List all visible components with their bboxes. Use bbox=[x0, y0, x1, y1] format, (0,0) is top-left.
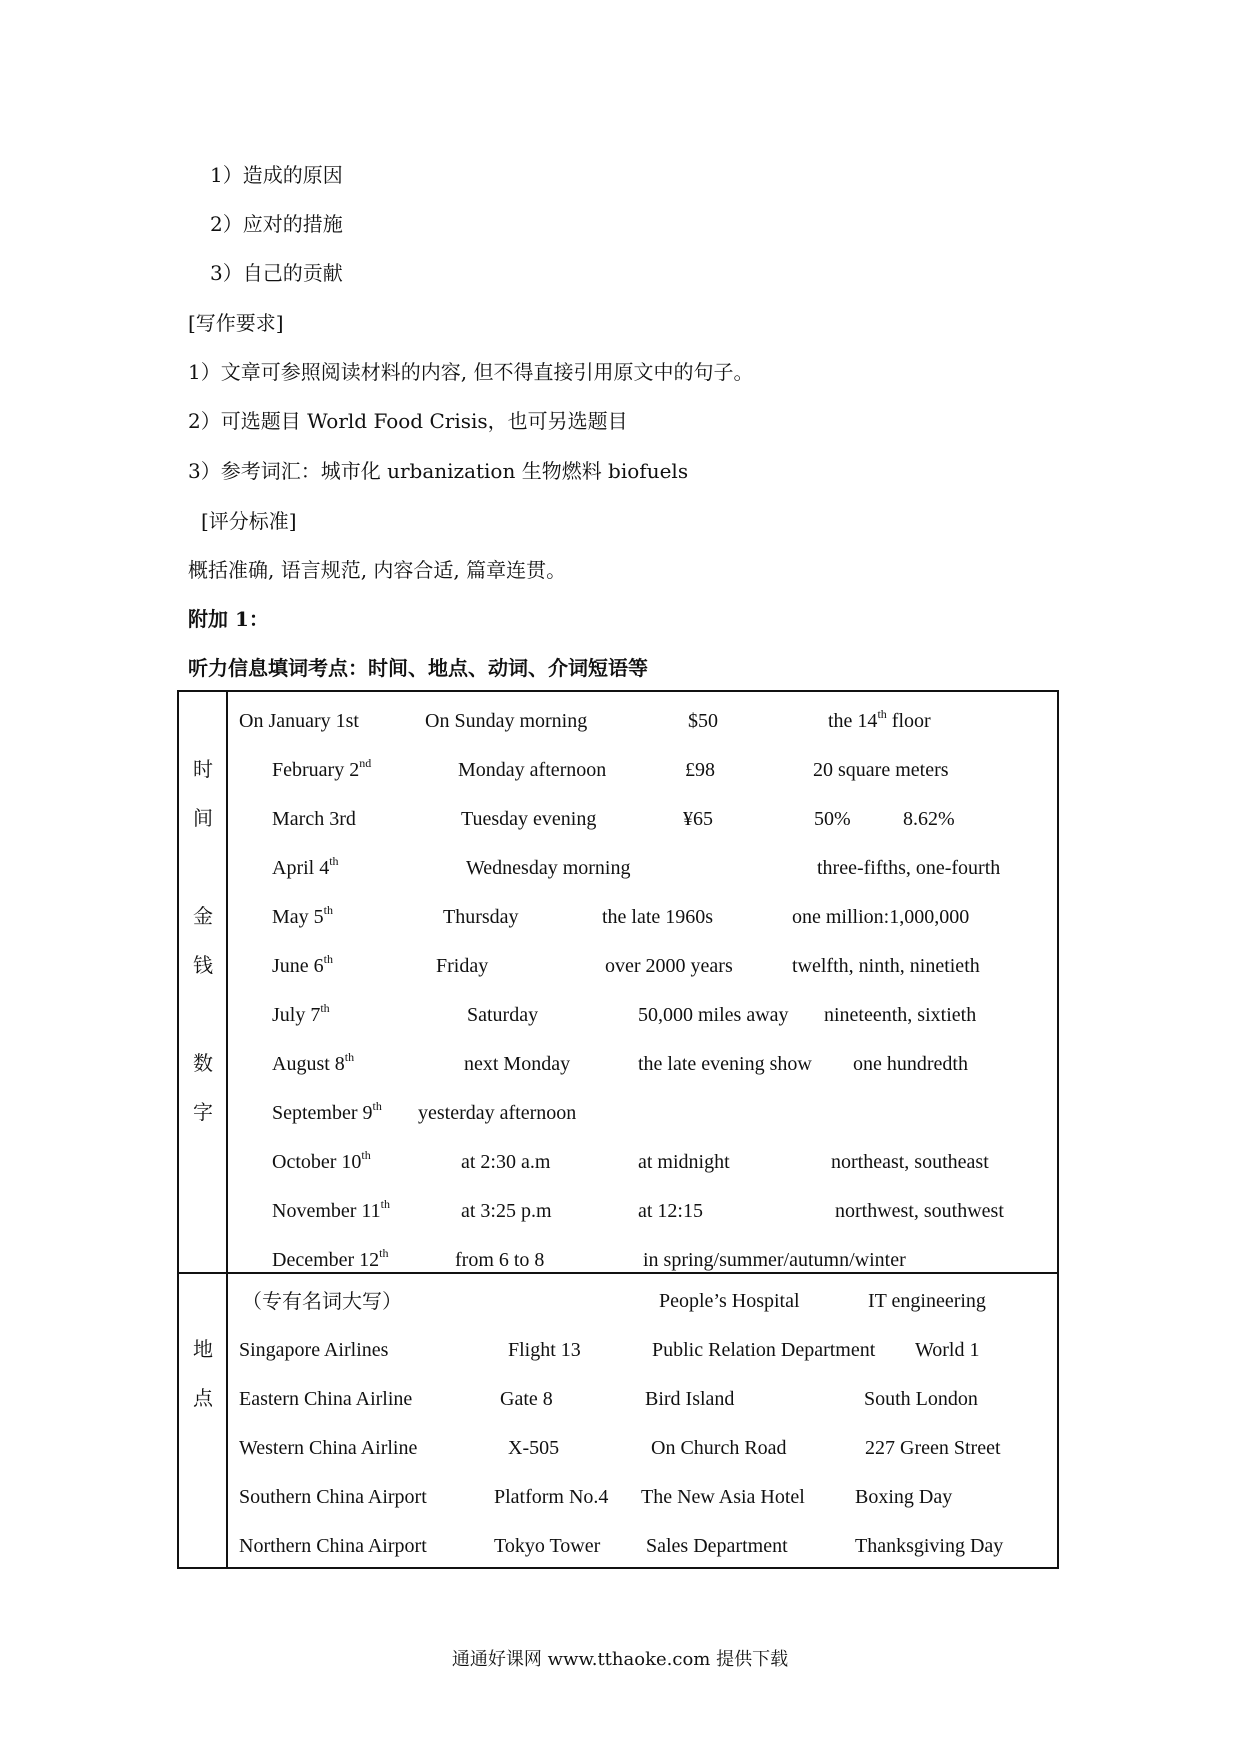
table-row: June 6th Friday over 2000 years twelfth, ninth, ninetieth bbox=[272, 952, 980, 977]
table-row: February 2nd Monday afternoon £98 20 square meters bbox=[272, 756, 949, 781]
table-row: May 5th Thursday the late 1960s one million:1,000,000 bbox=[272, 903, 970, 928]
page-footer: 通通好课网 www.tthaoke.com 提供下载 bbox=[451, 1649, 789, 1670]
appendix-subtitle: 听力信息填词考点：时间、地点、动词、介词短语等 bbox=[188, 656, 648, 680]
table-row: July 7th Saturday 50,000 miles away nineteenth, sixtieth bbox=[272, 1001, 977, 1026]
label-char: 数 bbox=[193, 1051, 213, 1075]
table-row: Eastern China Airline Gate 8 Bird Island South London bbox=[239, 1388, 978, 1410]
requirement-2: 2）可选题目 World Food Crisis，也可另选题目 bbox=[188, 409, 628, 433]
table-row: August 8th next Monday the late evening show one hundredth bbox=[272, 1050, 968, 1075]
table-row: April 4th Wednesday morning three-fifths, one-fourth bbox=[272, 854, 1001, 879]
table-row: March 3rd Tuesday evening ¥65 50% 8.62% bbox=[272, 808, 955, 830]
section-location-body bbox=[227, 1273, 1058, 1568]
label-char: 地 bbox=[193, 1337, 213, 1361]
item-2: 2）应对的措施 bbox=[210, 212, 343, 236]
table-row: September 9th yesterday afternoon bbox=[272, 1099, 577, 1124]
table-row: （专有名词大写） People’s Hospital IT engineering bbox=[242, 1289, 986, 1313]
label-char: 字 bbox=[193, 1100, 213, 1124]
label-char: 金 bbox=[193, 904, 213, 928]
label-char: 间 bbox=[193, 806, 213, 830]
writing-requirements-heading: [写作要求] bbox=[188, 311, 284, 335]
label-char: 点 bbox=[193, 1386, 213, 1410]
table-row: Northern China Airport Tokyo Tower Sales Department Thanksgiving Day bbox=[239, 1535, 1004, 1557]
listening-table bbox=[177, 690, 1059, 1569]
table-row: October 10th at 2:30 a.m at midnight northeast, southeast bbox=[272, 1148, 989, 1173]
appendix-title: 附加 1： bbox=[188, 607, 269, 631]
table-row: Southern China Airport Platform No.4 The New Asia Hotel Boxing Day bbox=[239, 1486, 953, 1508]
label-char: 钱 bbox=[193, 953, 213, 977]
requirement-3: 3）参考词汇：城市化 urbanization 生物燃料 biofuels bbox=[188, 459, 689, 483]
item-1: 1）造成的原因 bbox=[210, 163, 343, 187]
section-time-money-number-body bbox=[227, 691, 1058, 1273]
item-3: 3）自己的贡献 bbox=[210, 261, 343, 285]
table-row: November 11th at 3:25 p.m at 12:15 northwest, southwest bbox=[272, 1197, 1004, 1222]
scoring-text: 概括准确, 语言规范, 内容合适, 篇章连贯。 bbox=[188, 558, 567, 582]
section-location-label bbox=[178, 1273, 227, 1568]
table-row: December 12th from 6 to 8 in spring/summer/autumn/winter bbox=[272, 1246, 906, 1271]
table-row: On January 1st On Sunday morning $50 the 14th floor bbox=[239, 707, 931, 732]
scoring-heading: [评分标准] bbox=[201, 509, 297, 533]
label-char: 时 bbox=[193, 757, 213, 781]
requirement-1: 1）文章可参照阅读材料的内容, 但不得直接引用原文中的句子。 bbox=[188, 360, 754, 384]
section-time-money-number-label bbox=[178, 691, 227, 1273]
table-row: Singapore Airlines Flight 13 Public Relation Department World 1 bbox=[239, 1339, 980, 1361]
table-row: Western China Airline X-505 On Church Road 227 Green Street bbox=[239, 1437, 1001, 1459]
